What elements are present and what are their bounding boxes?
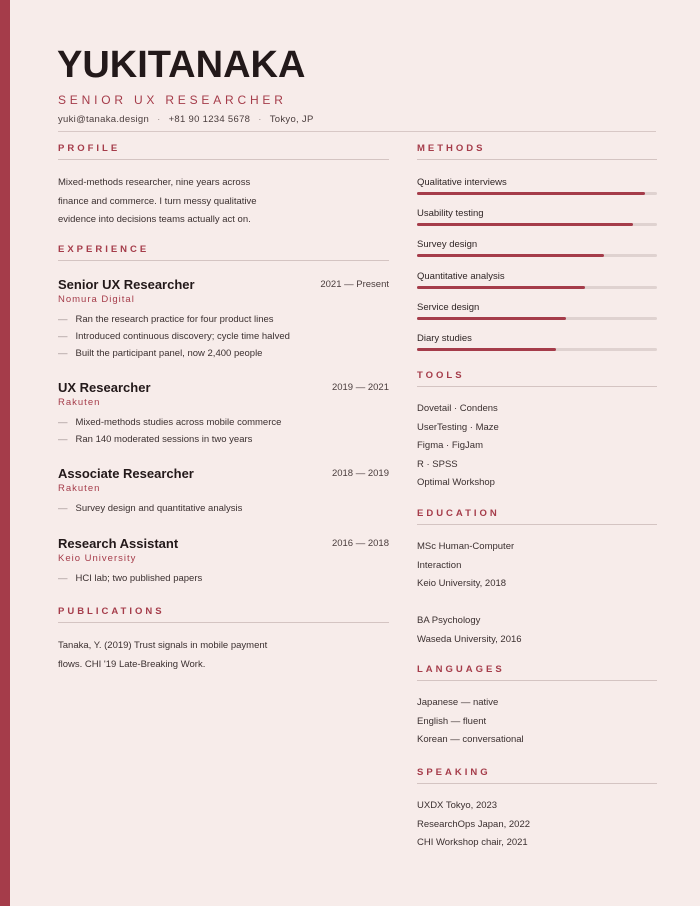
method-level-track [417, 286, 657, 289]
section-divider [417, 524, 657, 525]
job-dates: 2018 — 2019 [331, 468, 389, 479]
job-bullets [58, 500, 242, 517]
contact-phone[interactable]: +81 90 1234 5678 [168, 114, 251, 125]
speaking-item: ResearchOps Japan, 2022 [417, 818, 531, 830]
speaking-item: UXDX Tokyo, 2023 [417, 800, 498, 811]
candidate-name: YUKITANAKA [57, 44, 306, 86]
method-skill [417, 239, 657, 250]
contact-location: Tokyo, JP [269, 114, 314, 125]
job-title: UX Researcher [58, 380, 151, 395]
method-level-fill [417, 286, 585, 289]
section-divider [417, 680, 657, 681]
method-label: Survey design [417, 239, 478, 251]
job-bullets [58, 570, 202, 587]
job-entry [58, 466, 389, 514]
methods-list [417, 177, 657, 357]
tool-item: Dovetail · Condens [417, 403, 498, 414]
speaking-heading: SPEAKING [417, 767, 491, 778]
job-organization: Rakuten [58, 397, 101, 408]
job-bullet: — HCI lab; two published papers [58, 570, 202, 587]
contact-separator: · [157, 114, 161, 125]
job-dates: 2021 — Present [320, 279, 389, 290]
education-list [417, 538, 657, 649]
method-level-track [417, 192, 657, 195]
job-role: SENIOR UX RESEARCHER [58, 93, 287, 107]
method-level-fill [417, 348, 556, 351]
section-divider [417, 159, 657, 160]
education-item: Interaction [417, 559, 462, 571]
speaking-item: CHI Workshop chair, 2021 [417, 837, 528, 848]
tool-item: Optimal Workshop [417, 477, 495, 488]
method-level-track [417, 348, 657, 351]
speaking-list [417, 797, 657, 853]
method-level-track [417, 317, 657, 320]
language-item: Korean — conversational [417, 734, 524, 745]
method-label: Usability testing [417, 208, 484, 220]
method-skill [417, 333, 657, 344]
education-item: BA Psychology [417, 615, 481, 626]
method-skill [417, 271, 657, 282]
job-dates: 2019 — 2021 [331, 382, 389, 393]
job-bullet: — Introduced continuous discovery; cycle time halved [58, 328, 290, 345]
section-divider [417, 386, 657, 387]
languages-heading: LANGUAGES [417, 664, 505, 675]
job-bullet: — Built the participant panel, now 2,400 people [58, 345, 290, 362]
contact-line [58, 114, 314, 125]
contact-separator: · [258, 114, 262, 125]
section-divider [58, 159, 389, 160]
method-skill [417, 177, 657, 188]
method-level-track [417, 223, 657, 226]
profile-heading: PROFILE [58, 143, 121, 154]
method-level-fill [417, 192, 645, 195]
job-title: Associate Researcher [58, 466, 194, 481]
method-level-fill [417, 317, 566, 320]
job-organization: Nomura Digital [58, 294, 135, 305]
tools-heading: TOOLS [417, 370, 465, 381]
method-level-fill [417, 254, 604, 257]
education-item: MSc Human-Computer [417, 541, 515, 552]
tool-item: R · SPSS [417, 458, 458, 470]
tool-item: Figma · FigJam [417, 440, 483, 451]
job-bullets [58, 311, 290, 362]
job-entry [58, 277, 389, 357]
publication-text: Tanaka, Y. (2019) Trust signals in mobile payment flows. CHI '19 Late-Breaking Work. [58, 640, 268, 670]
accent-bar [0, 0, 10, 906]
publications-heading: PUBLICATIONS [58, 606, 165, 617]
method-skill [417, 302, 657, 313]
method-label: Quantitative analysis [417, 270, 505, 282]
method-skill [417, 208, 657, 219]
tools-list [417, 400, 657, 493]
method-label: Qualitative interviews [417, 177, 507, 188]
job-title: Research Assistant [58, 536, 179, 551]
job-bullet: — Ran 140 moderated sessions in two years [58, 431, 281, 448]
profile-text: Mixed-methods researcher, nine years across finance and commerce. I turn messy qualitative evidence into decisions teams actually act on. [58, 177, 257, 225]
education-item: Waseda University, 2016 [417, 633, 522, 645]
method-label: Service design [417, 301, 480, 313]
experience-heading: EXPERIENCE [58, 244, 150, 255]
section-divider [58, 260, 389, 261]
job-bullets [58, 414, 281, 448]
education-heading: EDUCATION [417, 508, 500, 519]
job-organization: Rakuten [58, 483, 101, 494]
education-item: Keio University, 2018 [417, 578, 507, 589]
language-item: English — fluent [417, 715, 487, 727]
languages-list [417, 694, 657, 750]
tool-item: UserTesting · Maze [417, 421, 499, 433]
job-bullet: — Ran the research practice for four product lines [58, 311, 290, 328]
job-dates: 2016 — 2018 [331, 538, 389, 549]
method-level-track [417, 254, 657, 257]
contact-email[interactable]: yuki@tanaka.design [58, 114, 150, 125]
job-title: Senior UX Researcher [58, 277, 195, 292]
methods-heading: METHODS [417, 143, 486, 154]
section-divider [417, 783, 657, 784]
language-item: Japanese — native [417, 697, 499, 708]
method-level-fill [417, 223, 633, 226]
section-divider [58, 622, 389, 623]
job-bullet: — Survey design and quantitative analysis [58, 500, 242, 517]
header-divider [58, 131, 656, 132]
method-label: Diary studies [417, 333, 472, 344]
job-bullet: — Mixed-methods studies across mobile commerce [58, 414, 281, 431]
job-entry [58, 536, 389, 584]
education-spacer [417, 594, 657, 613]
job-organization: Keio University [58, 553, 137, 564]
job-entry [58, 380, 389, 444]
